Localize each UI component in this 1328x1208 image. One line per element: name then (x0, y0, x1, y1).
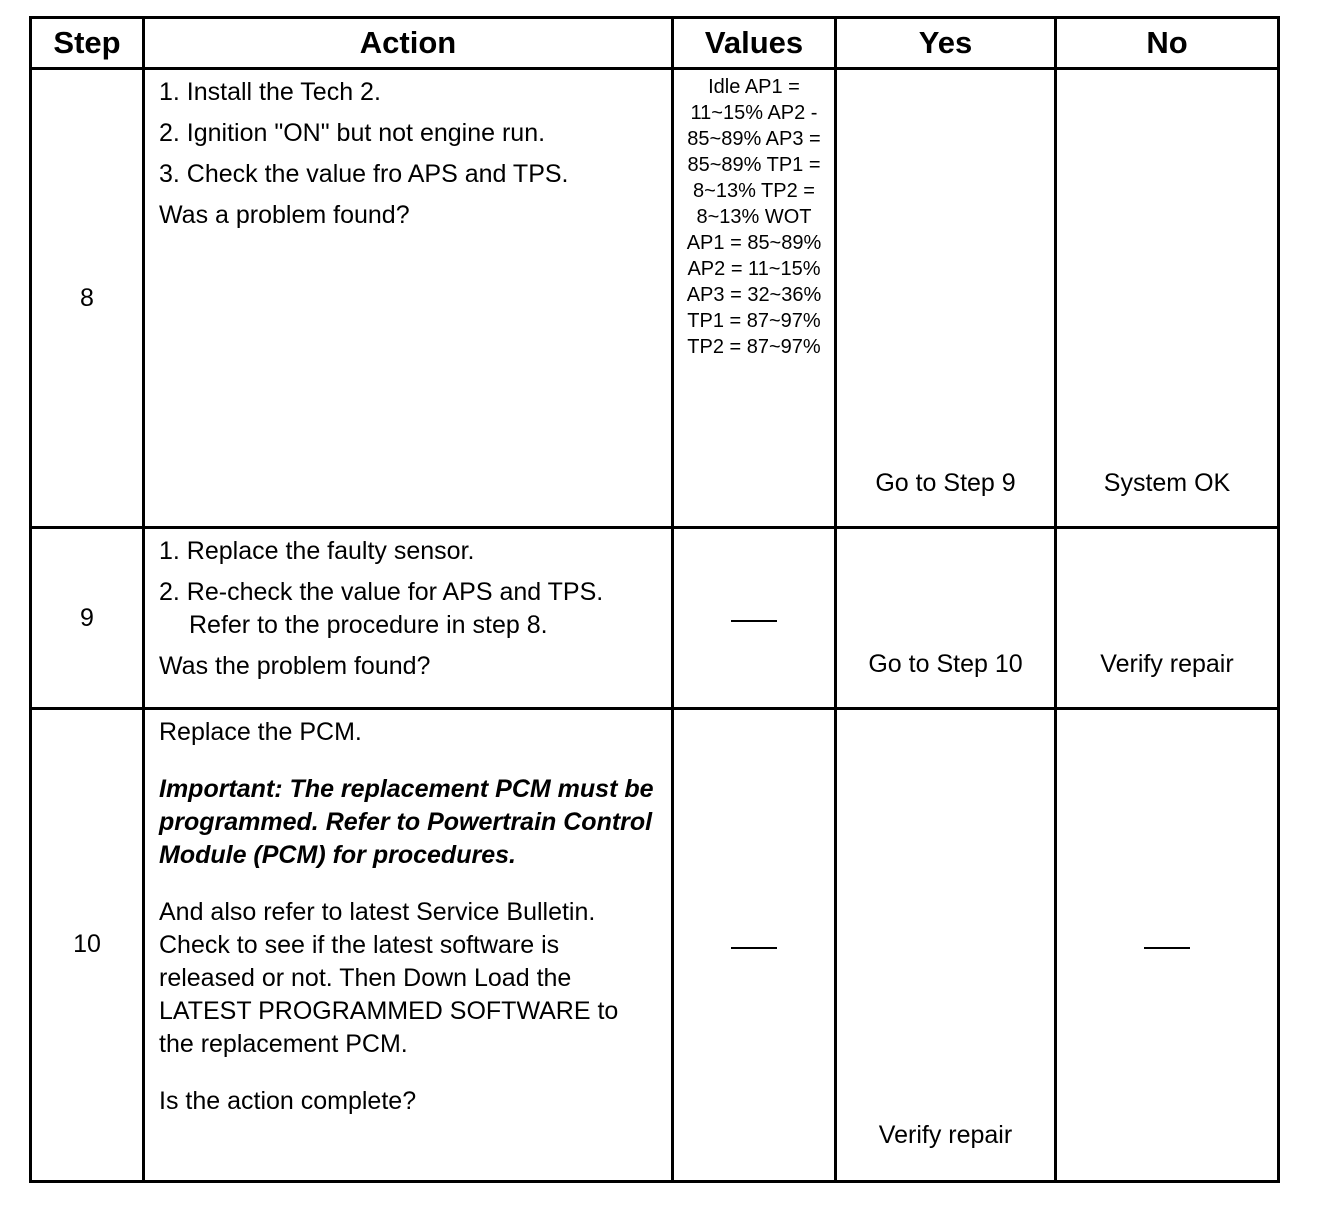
dash-placeholder (1144, 947, 1190, 949)
important-note: Important: The replacement PCM must be programmed. Refer to Powertrain Control Module (PCM) for procedures. (159, 774, 654, 869)
action-line: Replace the PCM. (159, 717, 362, 746)
table-row-step-9 (31, 528, 1279, 708)
values-cell (673, 708, 836, 1181)
no-cell (1056, 708, 1279, 1181)
header-row (31, 18, 1279, 69)
yes-cell: Verify repair (836, 708, 1056, 1181)
action-question: Is the action complete? (159, 1086, 417, 1115)
action-cell (144, 69, 673, 528)
diagnostic-table (29, 16, 1280, 1183)
header-action: Action (144, 18, 673, 69)
action-question: Was the problem found? (159, 652, 431, 681)
action-question: Was a problem found? (159, 201, 410, 230)
step-number: 10 (31, 708, 144, 1181)
action-line: 3. Check the value fro APS and TPS. (159, 160, 569, 189)
values-text: Idle AP1 = 11~15% AP2 - 85~89% AP3 = 85~89% TP1 = 8~13% TP2 = 8~13% WOT AP1 = 85~89% AP2 = 11~15% AP3 = 32~36% TP1 = 87~97% TP2 = 87~97% (686, 76, 822, 359)
step-number: 9 (31, 528, 144, 708)
action-line: 2. Re-check the value for APS and TPS. (159, 578, 604, 607)
action-line: Refer to the procedure in step 8. (189, 611, 548, 640)
action-cell (144, 708, 673, 1181)
action-line: 1. Install the Tech 2. (159, 78, 381, 107)
step-number: 8 (31, 69, 144, 528)
action-cell (144, 528, 673, 708)
action-line: 2. Ignition "ON" but not engine run. (159, 119, 546, 148)
dash-placeholder (731, 620, 777, 622)
dash-placeholder (731, 947, 777, 949)
header-yes: Yes (836, 18, 1056, 69)
no-cell: System OK (1056, 69, 1279, 528)
action-line: 1. Replace the faulty sensor. (159, 537, 475, 566)
yes-cell: Go to Step 10 (836, 528, 1056, 708)
values-cell (673, 528, 836, 708)
table-row-step-10 (31, 708, 1279, 1181)
header-no: No (1056, 18, 1279, 69)
header-step: Step (31, 18, 144, 69)
table-row-step-8 (31, 69, 1279, 528)
no-cell: Verify repair (1056, 528, 1279, 708)
yes-cell: Go to Step 9 (836, 69, 1056, 528)
values-cell (673, 69, 836, 528)
header-values: Values (673, 18, 836, 69)
action-body: And also refer to latest Service Bulletin. Check to see if the latest software is released or not. Then Down Load the LATEST PROGRAMMED SOFTWARE to the replacement PCM. (159, 897, 619, 1058)
